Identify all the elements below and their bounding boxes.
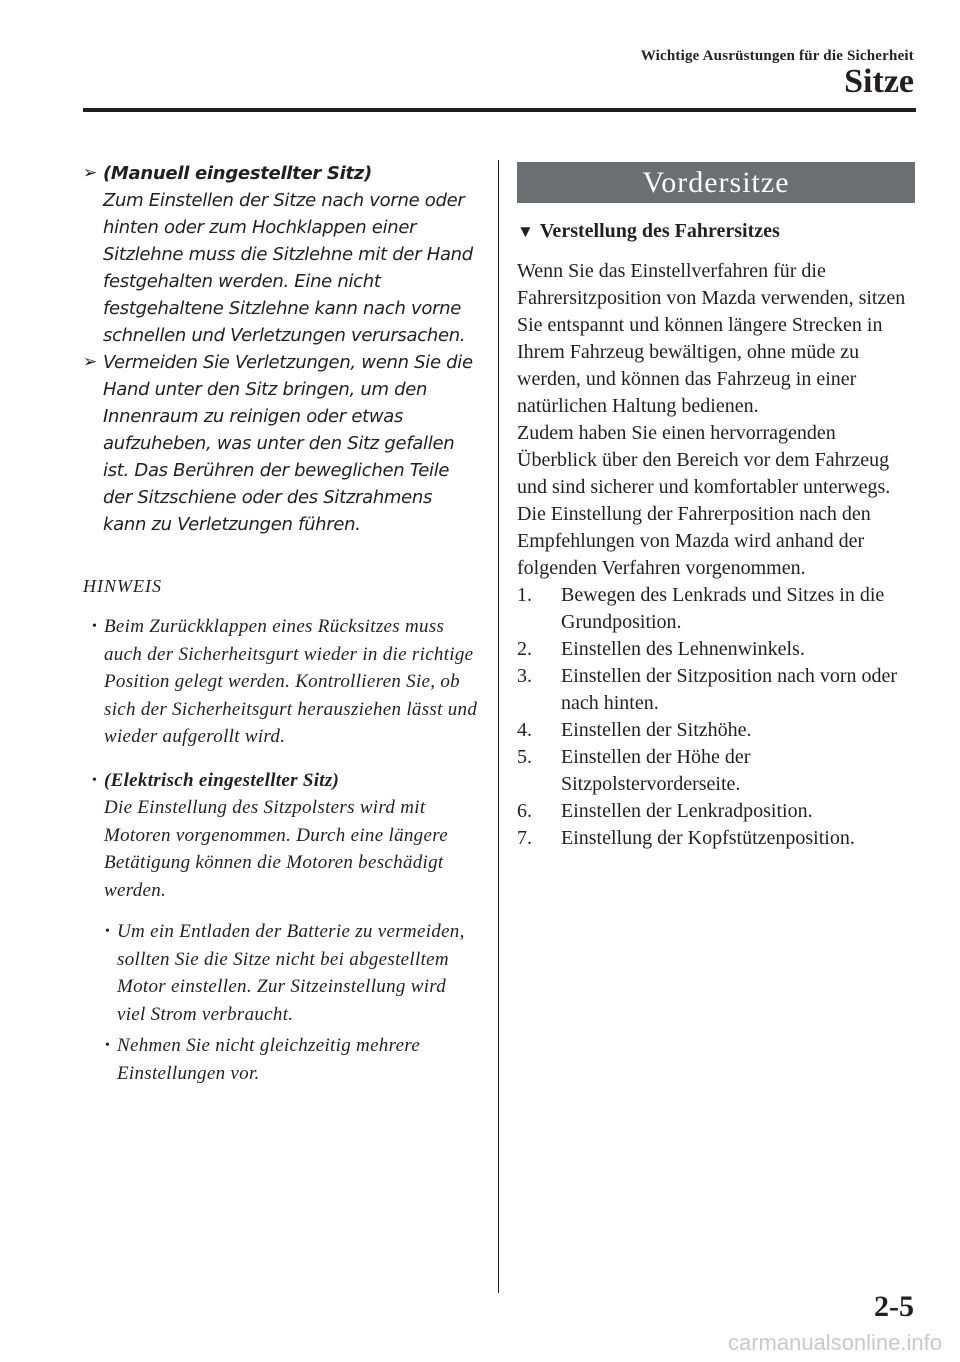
note-heading: HINWEIS bbox=[83, 576, 162, 596]
sub-note-item bbox=[83, 1032, 478, 1087]
column-divider bbox=[498, 160, 499, 1293]
step-number: 3. bbox=[517, 665, 532, 687]
page-title: Sitze bbox=[844, 63, 914, 100]
note-text: Die Einstellung des Sitzpolsters wird mit Motoren vorgenommen. Durch eine längere Betätigung können die Motoren beschädigt werden. bbox=[104, 797, 448, 901]
right-column bbox=[517, 162, 915, 852]
step-number: 1. bbox=[517, 584, 532, 606]
step-text: Einstellen der Sitzhöhe. bbox=[561, 719, 752, 741]
subsection-title bbox=[517, 217, 915, 246]
note-item bbox=[83, 613, 478, 751]
step-number: 5. bbox=[517, 746, 532, 768]
paragraph: Wenn Sie das Einstellverfahren für die Fahrersitzposition von Mazda verwenden, sitzen Sie entspannt und können längere Strecken in Ihrem Fahrzeug bewältigen, ohne müde zu werden, und können das Fahrzeug in einer natürlichen Haltung bedienen. bbox=[517, 260, 906, 417]
note-heading-bold: (Elektrisch eingestellter Sitz) bbox=[104, 769, 340, 791]
header-rule bbox=[83, 108, 916, 112]
warning-item bbox=[83, 349, 478, 538]
step-text: Einstellen des Lehnenwinkels. bbox=[561, 638, 805, 660]
step-item bbox=[517, 744, 915, 798]
warning-text: Zum Einstellen der Sitze nach vorne oder hinten oder zum Hochklappen einer Sitzlehne muss die Sitzlehne mit der Hand festgehalten werden. Eine nicht festgehaltene Sitzlehne kann nach vorne schnellen und Verletzungen verursachen. bbox=[103, 190, 473, 346]
triangle-down-icon: ▼ bbox=[517, 222, 534, 241]
subsection-title-text: Verstellung des Fahrersitzes bbox=[539, 220, 780, 242]
chapter-subtitle: Wichtige Ausrüstungen für die Sicherheit bbox=[640, 48, 914, 64]
body-text bbox=[517, 258, 915, 852]
bullet-dot-icon: • bbox=[105, 1038, 111, 1053]
bullet-dot-icon: • bbox=[92, 619, 98, 634]
step-item bbox=[517, 717, 915, 744]
step-item bbox=[517, 825, 915, 852]
bullet-dot-icon: • bbox=[105, 924, 111, 939]
step-text: Einstellen der Lenkradposition. bbox=[561, 800, 813, 822]
warning-text: Vermeiden Sie Verletzungen, wenn Sie die Hand unter den Sitz bringen, um den Innenraum zu reinigen oder etwas aufzuheben, was unter den Sitz gefallen ist. Das Berühren der beweglichen Teile der Sitzschiene oder des Sitzrahmens kann zu Verletzungen führen. bbox=[103, 352, 473, 535]
sub-note-item bbox=[83, 918, 478, 1028]
step-number: 6. bbox=[517, 800, 532, 822]
sub-note-text: Nehmen Sie nicht gleichzeitig mehrere Einstellungen vor. bbox=[117, 1035, 421, 1084]
step-item bbox=[517, 582, 915, 636]
step-number: 7. bbox=[517, 827, 532, 849]
steps-list bbox=[517, 582, 915, 852]
step-number: 2. bbox=[517, 638, 532, 660]
step-item bbox=[517, 663, 915, 717]
warning-heading: (Manuell eingestellter Sitz) bbox=[103, 163, 372, 184]
watermark: carmanualsonline.info bbox=[727, 1330, 942, 1355]
bullet-dot-icon: • bbox=[92, 772, 98, 788]
paragraph: Zudem haben Sie einen hervorragenden Überblick über den Bereich vor dem Fahrzeug und sind sicherer und komfortabler unterwegs. bbox=[517, 422, 891, 498]
note-text: Beim Zurückklappen eines Rücksitzes muss auch der Sicherheitsgurt wieder in die richtige Position gelegt werden. Kontrollieren Sie, ob sich der Sicherheitsgurt herausziehen lässt und wieder aufgerollt wird. bbox=[104, 616, 478, 747]
step-text: Einstellung der Kopfstützenposition. bbox=[561, 827, 855, 849]
step-text: Bewegen des Lenkrads und Sitzes in die Grundposition. bbox=[561, 584, 885, 633]
step-item bbox=[517, 636, 915, 663]
arrow-bullet-icon: ➢ bbox=[83, 163, 97, 183]
paragraph: Die Einstellung der Fahrerposition nach den Empfehlungen von Mazda wird anhand der folgenden Verfahren vorgenommen. bbox=[517, 503, 871, 579]
arrow-bullet-icon: ➢ bbox=[83, 352, 97, 372]
step-text: Einstellen der Sitzposition nach vorn oder nach hinten. bbox=[561, 665, 898, 714]
left-column bbox=[83, 160, 478, 1087]
sub-note-text: Um ein Entladen der Batterie zu vermeiden, sollten Sie die Sitze nicht bei abgestelltem Motor einstellen. Zur Sitzeinstellung wird viel Strom verbraucht. bbox=[117, 921, 465, 1025]
page-number: 2-5 bbox=[874, 1290, 914, 1323]
warning-item bbox=[83, 160, 478, 349]
section-title-bar: Vordersitze bbox=[517, 162, 915, 203]
step-item bbox=[517, 798, 915, 825]
step-text: Einstellen der Höhe der Sitzpolstervorderseite. bbox=[561, 746, 751, 795]
note-item bbox=[83, 767, 478, 905]
step-number: 4. bbox=[517, 719, 532, 741]
